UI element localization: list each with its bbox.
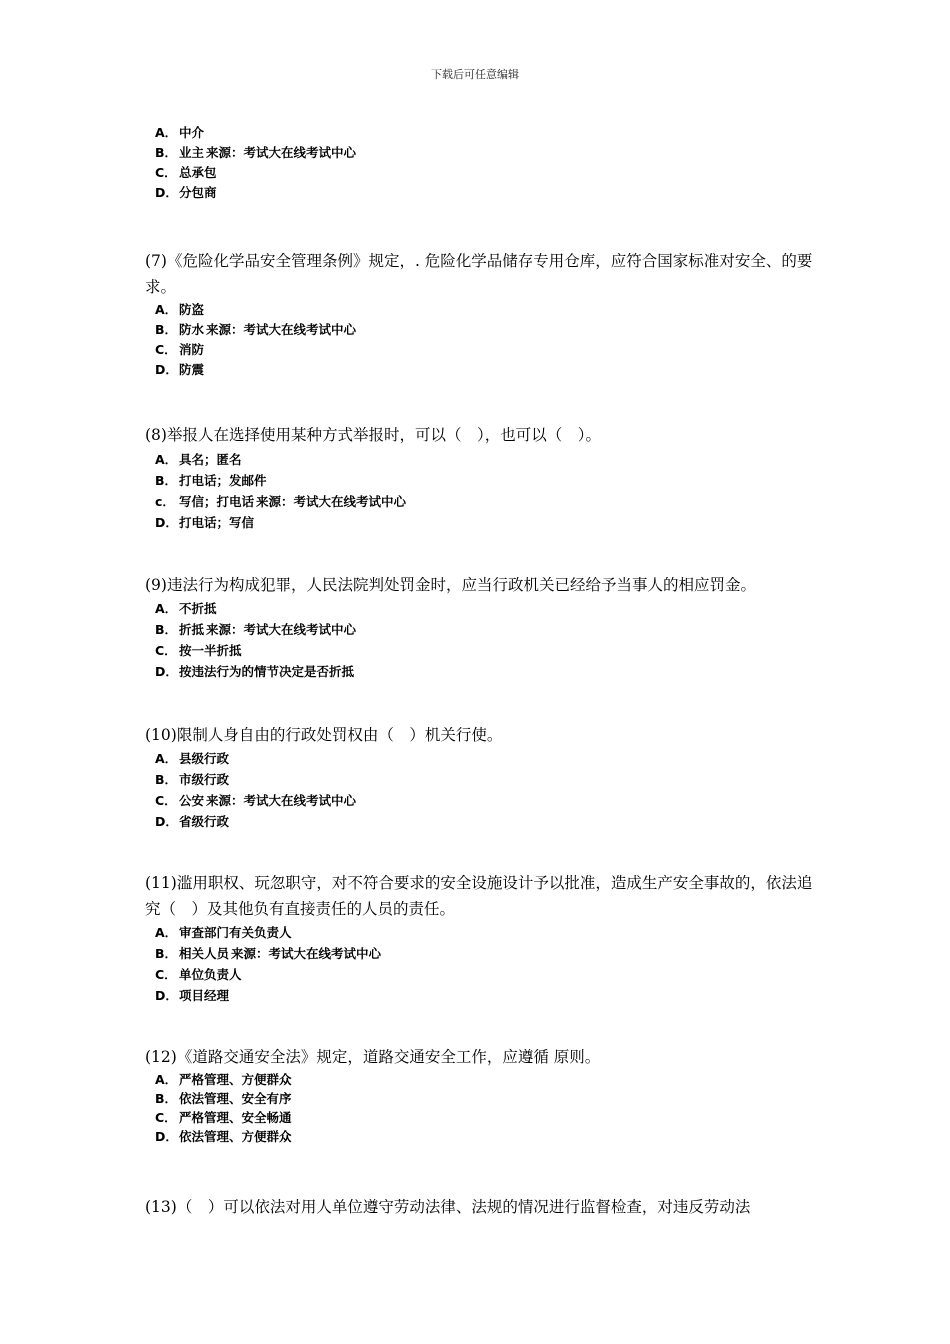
question-9 (0, 572, 950, 682)
option-letter: B． (155, 145, 178, 160)
option-letter: A． (155, 302, 178, 317)
option-text: 审查部门有关负责人 (179, 925, 292, 940)
option-text: 省级行政 (179, 814, 230, 829)
q11-option-d (155, 985, 950, 1006)
question-13 (0, 1194, 950, 1220)
question-8 (0, 422, 950, 533)
q7-option-a (155, 300, 950, 320)
question-8-options (155, 449, 950, 533)
question-12-stem: (12)《道路交通安全法》规定，道路交通安全工作，应遵循 原则。 (145, 1048, 601, 1066)
option-letter: A． (155, 125, 178, 140)
option-text: 折抵 (179, 622, 205, 637)
option-text: 防水 (179, 322, 205, 337)
question-7-options (155, 300, 950, 380)
option-letter: B． (155, 322, 178, 337)
question-12 (0, 1044, 950, 1146)
q10-option-c (155, 790, 950, 811)
option-letter: B． (155, 772, 178, 787)
option-text: 公安 (179, 793, 205, 808)
q10-option-a (155, 748, 950, 769)
question-7-stem: (7)《危险化学品安全管理条例》规定，. 危险化学品储存专用仓库，应符合国家标准对安全、的要求。 (145, 252, 813, 296)
q7-option-c (155, 340, 950, 360)
q12-option-b (155, 1089, 950, 1108)
question-13-stem: (13)（ ）可以依法对用人单位遵守劳动法律、法规的情况进行监督检查，对违反劳动法 (145, 1198, 751, 1216)
page-header-note: 下载后可任意编辑 (431, 68, 519, 81)
option-text: 打电话；发邮件 (179, 473, 267, 488)
question-7 (0, 248, 950, 380)
option-text: 依法管理、方便群众 (179, 1129, 292, 1144)
option-letter: C． (155, 165, 177, 180)
option-text: 相关人员 (179, 946, 230, 961)
q9-option-a (155, 598, 950, 619)
q6-option-b (155, 143, 950, 163)
option-text: 市级行政 (179, 772, 230, 787)
q12-option-d (155, 1127, 950, 1146)
q8-option-d (155, 512, 950, 533)
option-text: 分包商 (179, 185, 217, 200)
option-letter: C． (155, 1110, 177, 1125)
option-text: 严格管理、方便群众 (179, 1072, 292, 1087)
option-text: 业主 (179, 145, 205, 160)
option-letter: B． (155, 1091, 178, 1106)
option-letter: B． (155, 473, 178, 488)
option-letter: D． (155, 515, 178, 530)
option-source: 来源：考试大在线考试中心 (206, 622, 357, 637)
question-11-options (155, 922, 950, 1006)
option-letter: C． (155, 643, 177, 658)
option-letter: A． (155, 925, 178, 940)
option-source: 来源：考试大在线考试中心 (231, 946, 382, 961)
option-text: 打电话；写信 (179, 515, 255, 530)
option-text: 不折抵 (179, 601, 217, 616)
option-letter: D． (155, 814, 178, 829)
q8-option-b (155, 470, 950, 491)
question-11-stem: (11)滥用职权、玩忽职守，对不符合要求的安全设施设计予以批准，造成生产安全事故的，依法追究（ ）及其他负有直接责任的人员的责任。 (145, 874, 813, 918)
option-source: 来源：考试大在线考试中心 (206, 793, 357, 808)
q11-option-b (155, 943, 950, 964)
option-text: 具名；匿名 (179, 452, 242, 467)
option-letter: D． (155, 988, 178, 1003)
q7-option-d (155, 360, 950, 380)
option-source: 来源：考试大在线考试中心 (206, 322, 357, 337)
option-text: 单位负责人 (179, 967, 242, 982)
option-text: 写信；打电话 (179, 494, 255, 509)
option-text: 消防 (179, 342, 205, 357)
question-6-options (155, 123, 950, 203)
question-9-options (155, 598, 950, 682)
question-10-stem: (10)限制人身自由的行政处罚权由（ ）机关行使。 (145, 726, 503, 744)
q12-option-c (155, 1108, 950, 1127)
question-8-stem: (8)举报人在选择使用某种方式举报时，可以（ ），也可以（ ）。 (145, 426, 601, 444)
option-letter: B． (155, 622, 178, 637)
option-letter: D． (155, 664, 178, 679)
option-text: 依法管理、安全有序 (179, 1091, 292, 1106)
option-text: 按违法行为的情节决定是否折抵 (179, 664, 355, 679)
q9-option-c (155, 640, 950, 661)
option-text: 按一半折抵 (179, 643, 242, 658)
option-letter: A． (155, 601, 178, 616)
option-letter: A． (155, 1072, 178, 1087)
option-text: 总承包 (179, 165, 217, 180)
option-letter: C． (155, 342, 177, 357)
question-6-options-block (0, 123, 950, 203)
option-text: 县级行政 (179, 751, 230, 766)
q10-option-b (155, 769, 950, 790)
option-text: 严格管理、安全畅通 (179, 1110, 292, 1125)
q8-option-c (155, 491, 950, 512)
q9-option-d (155, 661, 950, 682)
option-letter: C． (155, 793, 177, 808)
option-source: 来源：考试大在线考试中心 (256, 494, 407, 509)
option-letter: A． (155, 452, 178, 467)
q11-option-c (155, 964, 950, 985)
option-letter: A． (155, 751, 178, 766)
option-text: 防震 (179, 362, 205, 377)
option-letter: c． (155, 494, 175, 509)
q11-option-a (155, 922, 950, 943)
q8-option-a (155, 449, 950, 470)
q6-option-d (155, 183, 950, 203)
option-letter: C． (155, 967, 177, 982)
q10-option-d (155, 811, 950, 832)
q9-option-b (155, 619, 950, 640)
q12-option-a (155, 1070, 950, 1089)
option-letter: B． (155, 946, 178, 961)
option-text: 项目经理 (179, 988, 230, 1003)
question-10-options (155, 748, 950, 832)
question-9-stem: (9)违法行为构成犯罪，人民法院判处罚金时，应当行政机关已经给予当事人的相应罚金。 (145, 576, 756, 594)
option-source: 来源：考试大在线考试中心 (206, 145, 357, 160)
option-text: 中介 (179, 125, 205, 140)
option-text: 防盗 (179, 302, 205, 317)
question-10 (0, 722, 950, 832)
option-letter: D． (155, 185, 178, 200)
option-letter: D． (155, 1129, 178, 1144)
q6-option-c (155, 163, 950, 183)
option-letter: D． (155, 362, 178, 377)
q6-option-a (155, 123, 950, 143)
question-12-options (155, 1070, 950, 1146)
q7-option-b (155, 320, 950, 340)
question-11 (0, 870, 950, 1006)
